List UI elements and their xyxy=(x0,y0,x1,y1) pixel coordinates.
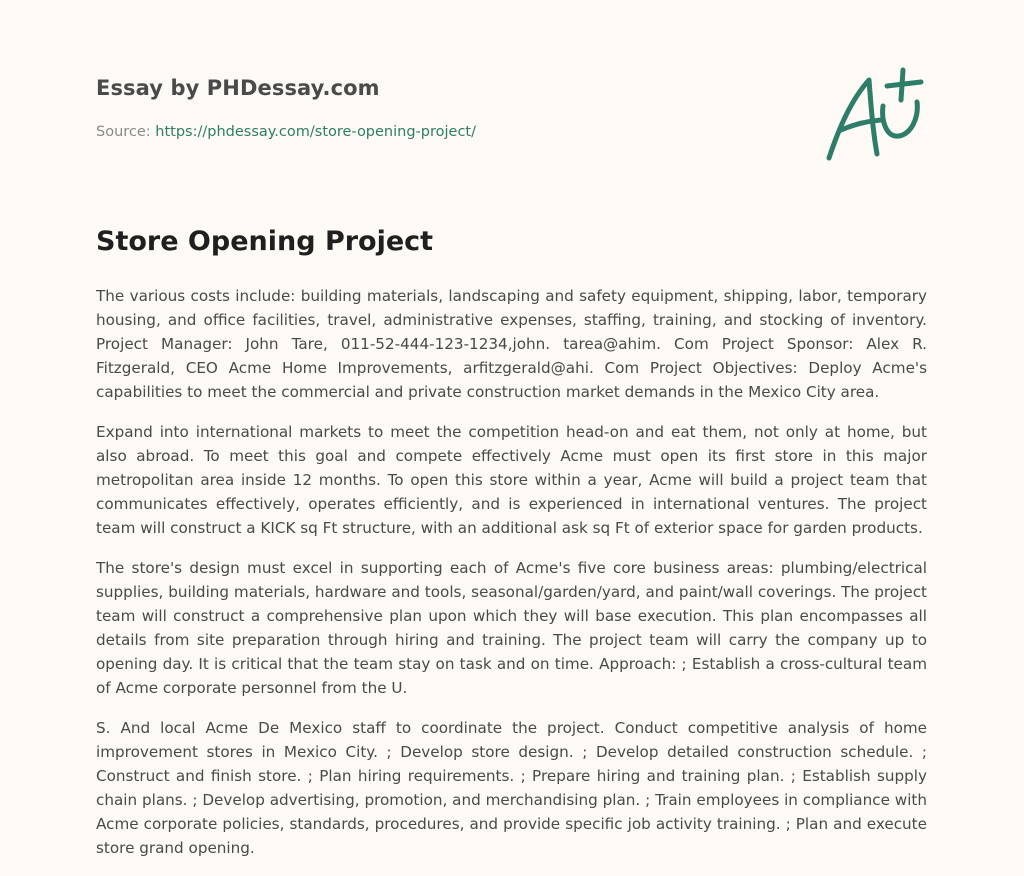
source-line xyxy=(96,124,476,140)
essay-paragraph: The store's design must excel in supporting each of Acme's five core business areas: plumbing/electrical supplies, building materials, hardware and tools, seasonal/garden/yard, and paint/wall coverings. The project team will construct a comprehensive plan upon which they will base execution. This plan encompasses all details from site preparation through hiring and training. The project team will carry the company up to opening day. It is critical that the team stay on task and on time. Approach: ; Establish a cross-cultural team of Acme corporate personnel from the U. xyxy=(96,559,927,697)
essay-paragraph: S. And local Acme De Mexico staff to coordinate the project. Conduct competitive analysis of home improvement stores in Mexico City. ; Develop store design. ; Develop detailed construction schedule. ; Construct and finish store. ; Plan hiring requirements. ; Prepare hiring and training plan. ; Establish supply chain plans. ; Develop advertising, promotion, and merchandising plan. ; Train employees in compliance with Acme corporate policies, standards, procedures, and provide specific job activity training. ; Plan and execute store grand opening. xyxy=(96,719,927,857)
brand-title: Essay by PHDessay.com xyxy=(96,76,380,100)
a-plus-logo-icon xyxy=(821,66,931,166)
source-label: Source: xyxy=(96,124,156,140)
essay-paragraph: Expand into international markets to meet the competition head-on and eat them, not only at home, but also abroad. To meet this goal and compete effectively Acme must open its first store in this major metropolitan area inside 12 months. To open this store within a year, Acme will build a project team that communicates effectively, operates efficiently, and is experienced in international ventures. The project team will construct a KICK sq Ft structure, with an additional ask sq Ft of exterior space for garden products. xyxy=(96,423,927,537)
header xyxy=(96,0,927,200)
essay-page xyxy=(96,0,927,857)
essay-paragraph: The various costs include: building materials, landscaping and safety equipment, shipping, labor, temporary housing, and office facilities, travel, administrative expenses, staffing, training, and stocking of inventory. Project Manager: John Tare, 011-52-444-123-1234,john. tarea@ahim. Com Project Sponsor: Alex R. Fitzgerald, CEO Acme Home Improvements, arfitzgerald@ahi. Com Project Objectives: Deploy Acme's capabilities to meet the commercial and private construction market demands in the Mexico City area. xyxy=(96,287,927,401)
essay-body xyxy=(96,284,927,876)
source-link[interactable]: https://phdessay.com/store-opening-project/ xyxy=(155,124,476,140)
page-title: Store Opening Project xyxy=(96,226,434,257)
